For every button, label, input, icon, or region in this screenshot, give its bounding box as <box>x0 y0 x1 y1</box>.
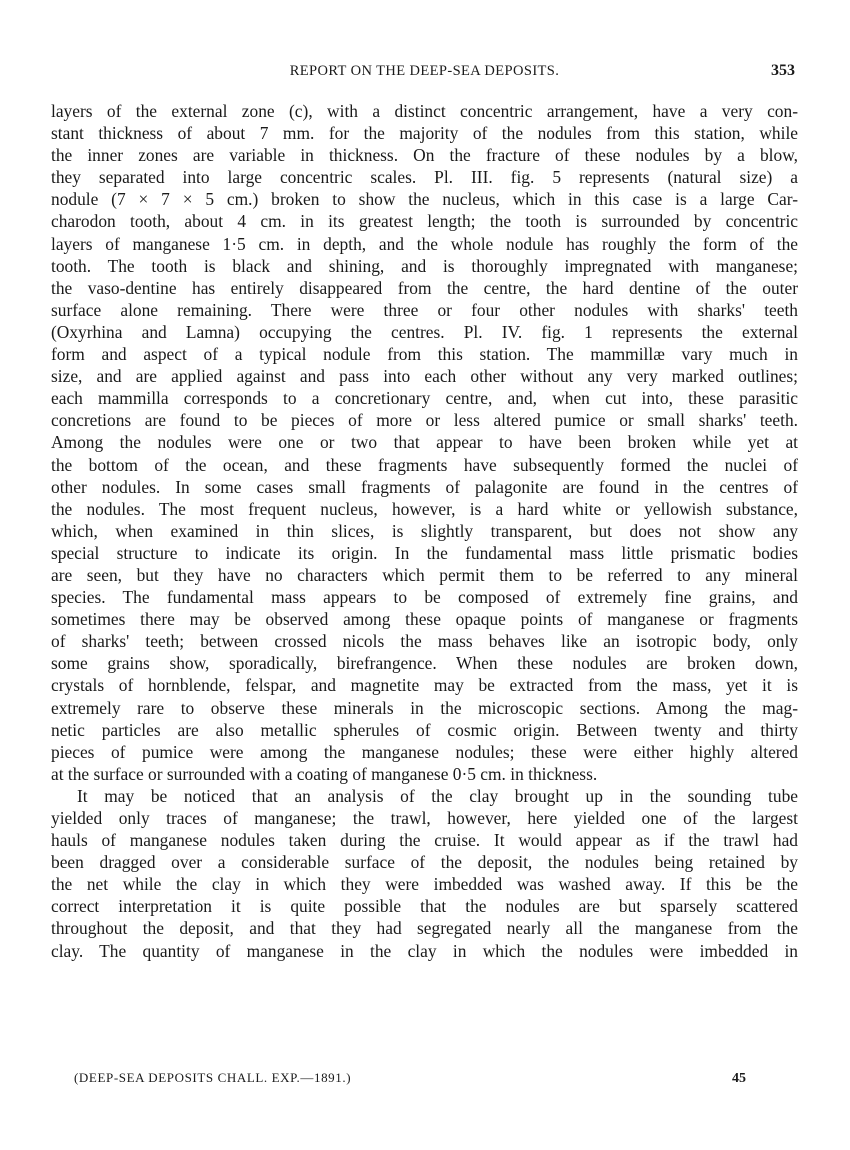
text-line: charodon tooth, about 4 cm. in its greatest length; the tooth is surrounded by concentric <box>51 211 798 232</box>
text-line: clay. The quantity of manganese in the clay in which the nodules were imbedded in <box>51 940 798 961</box>
text-line: sometimes there may be observed among these opaque points of manganese or fragments <box>51 609 798 630</box>
text-line: each mammilla corresponds to a concretionary centre, and, when cut into, these parasitic <box>51 388 798 409</box>
text-line: stant thickness of about 7 mm. for the majority of the nodules from this station, while <box>51 123 798 144</box>
running-title: REPORT ON THE DEEP-SEA DEPOSITS. <box>289 63 560 79</box>
text-line: layers of the external zone (c), with a distinct concentric arrangement, have a very con- <box>51 101 798 121</box>
text-line: layers of manganese 1·5 cm. in depth, and the whole nodule has roughly the form of the <box>51 233 798 254</box>
running-header <box>52 63 797 85</box>
text-line: form and aspect of a typical nodule from this station. The mammillæ vary much in <box>51 344 798 365</box>
text-line: the vaso-dentine has entirely disappeared from the centre, the hard dentine of the outer <box>51 277 798 298</box>
text-line: some grains show, sporadically, birefrangence. When these nodules are broken down, <box>51 653 798 674</box>
text-line: Among the nodules were one or two that appear to have been broken while yet at <box>51 432 798 453</box>
text-line: at the surface or surrounded with a coating of manganese 0·5 cm. in thickness. <box>51 763 598 784</box>
text-line: the net while the clay in which they were imbedded was washed away. If this be the <box>51 874 798 895</box>
text-line: correct interpretation it is quite possible that the nodules are but sparsely scattered <box>51 896 798 917</box>
text-line: of sharks' teeth; between crossed nicols the mass behaves like an isotropic body, only <box>51 631 798 652</box>
text-line: It may be noticed that an analysis of the clay brought up in the sounding tube <box>77 785 798 806</box>
text-line: which, when examined in thin slices, is slightly transparent, but does not show any <box>51 520 798 541</box>
text-line: been dragged over a considerable surface of the deposit, the nodules being retained by <box>51 852 798 873</box>
signature-line: (DEEP-SEA DEPOSITS CHALL. EXP.—1891.) <box>74 1070 352 1085</box>
text-line: yielded only traces of manganese; the trawl, however, here yielded one of the largest <box>51 808 798 828</box>
text-line: surface alone remaining. There were three or four other nodules with sharks' teeth <box>51 299 798 320</box>
text-line: species. The fundamental mass appears to be composed of extremely fine grains, and <box>51 587 798 608</box>
text-line: throughout the deposit, and that they had segregated nearly all the manganese from the <box>51 918 798 939</box>
body-text <box>51 100 798 962</box>
text-line: hauls of manganese nodules taken during the cruise. It would appear as if the trawl had <box>51 830 798 851</box>
text-line: the inner zones are variable in thickness. On the fracture of these nodules by a blow, <box>51 145 798 166</box>
text-line: tooth. The tooth is black and shining, and is thoroughly impregnated with manganese; <box>51 255 798 276</box>
page-number: 353 <box>771 62 795 79</box>
text-line: they separated into large concentric scales. Pl. III. fig. 5 represents (natural size) a <box>51 167 798 188</box>
text-line: other nodules. In some cases small fragments of palagonite are found in the centres of <box>51 476 798 497</box>
signature-mark: 45 <box>732 1071 746 1086</box>
text-line: are seen, but they have no characters which permit them to be referred to any mineral <box>51 564 798 585</box>
page-footer <box>74 1070 754 1090</box>
text-line: (Oxyrhina and Lamna) occupying the centres. Pl. IV. fig. 1 represents the external <box>51 321 798 342</box>
text-line: the nodules. The most frequent nucleus, however, is a hard white or yellowish substance, <box>51 498 798 519</box>
text-line: size, and are applied against and pass into each other without any very marked outlines; <box>51 366 798 387</box>
text-line: special structure to indicate its origin. In the fundamental mass little prismatic bodies <box>51 542 798 563</box>
text-line: crystals of hornblende, felspar, and magnetite may be extracted from the mass, yet it is <box>51 675 798 696</box>
text-line: nodule (7 × 7 × 5 cm.) broken to show the nucleus, which in this case is a large Car- <box>51 189 798 210</box>
text-line: concretions are found to be pieces of more or less altered pumice or small sharks' teeth. <box>51 410 798 431</box>
text-line: the bottom of the ocean, and these fragments have subsequently formed the nuclei of <box>51 454 798 475</box>
text-line: extremely rare to observe these minerals in the microscopic sections. Among the mag- <box>51 697 798 718</box>
text-line: netic particles are also metallic spherules of cosmic origin. Between twenty and thirty <box>51 719 798 740</box>
text-line: pieces of pumice were among the manganese nodules; these were either highly altered <box>51 741 798 762</box>
